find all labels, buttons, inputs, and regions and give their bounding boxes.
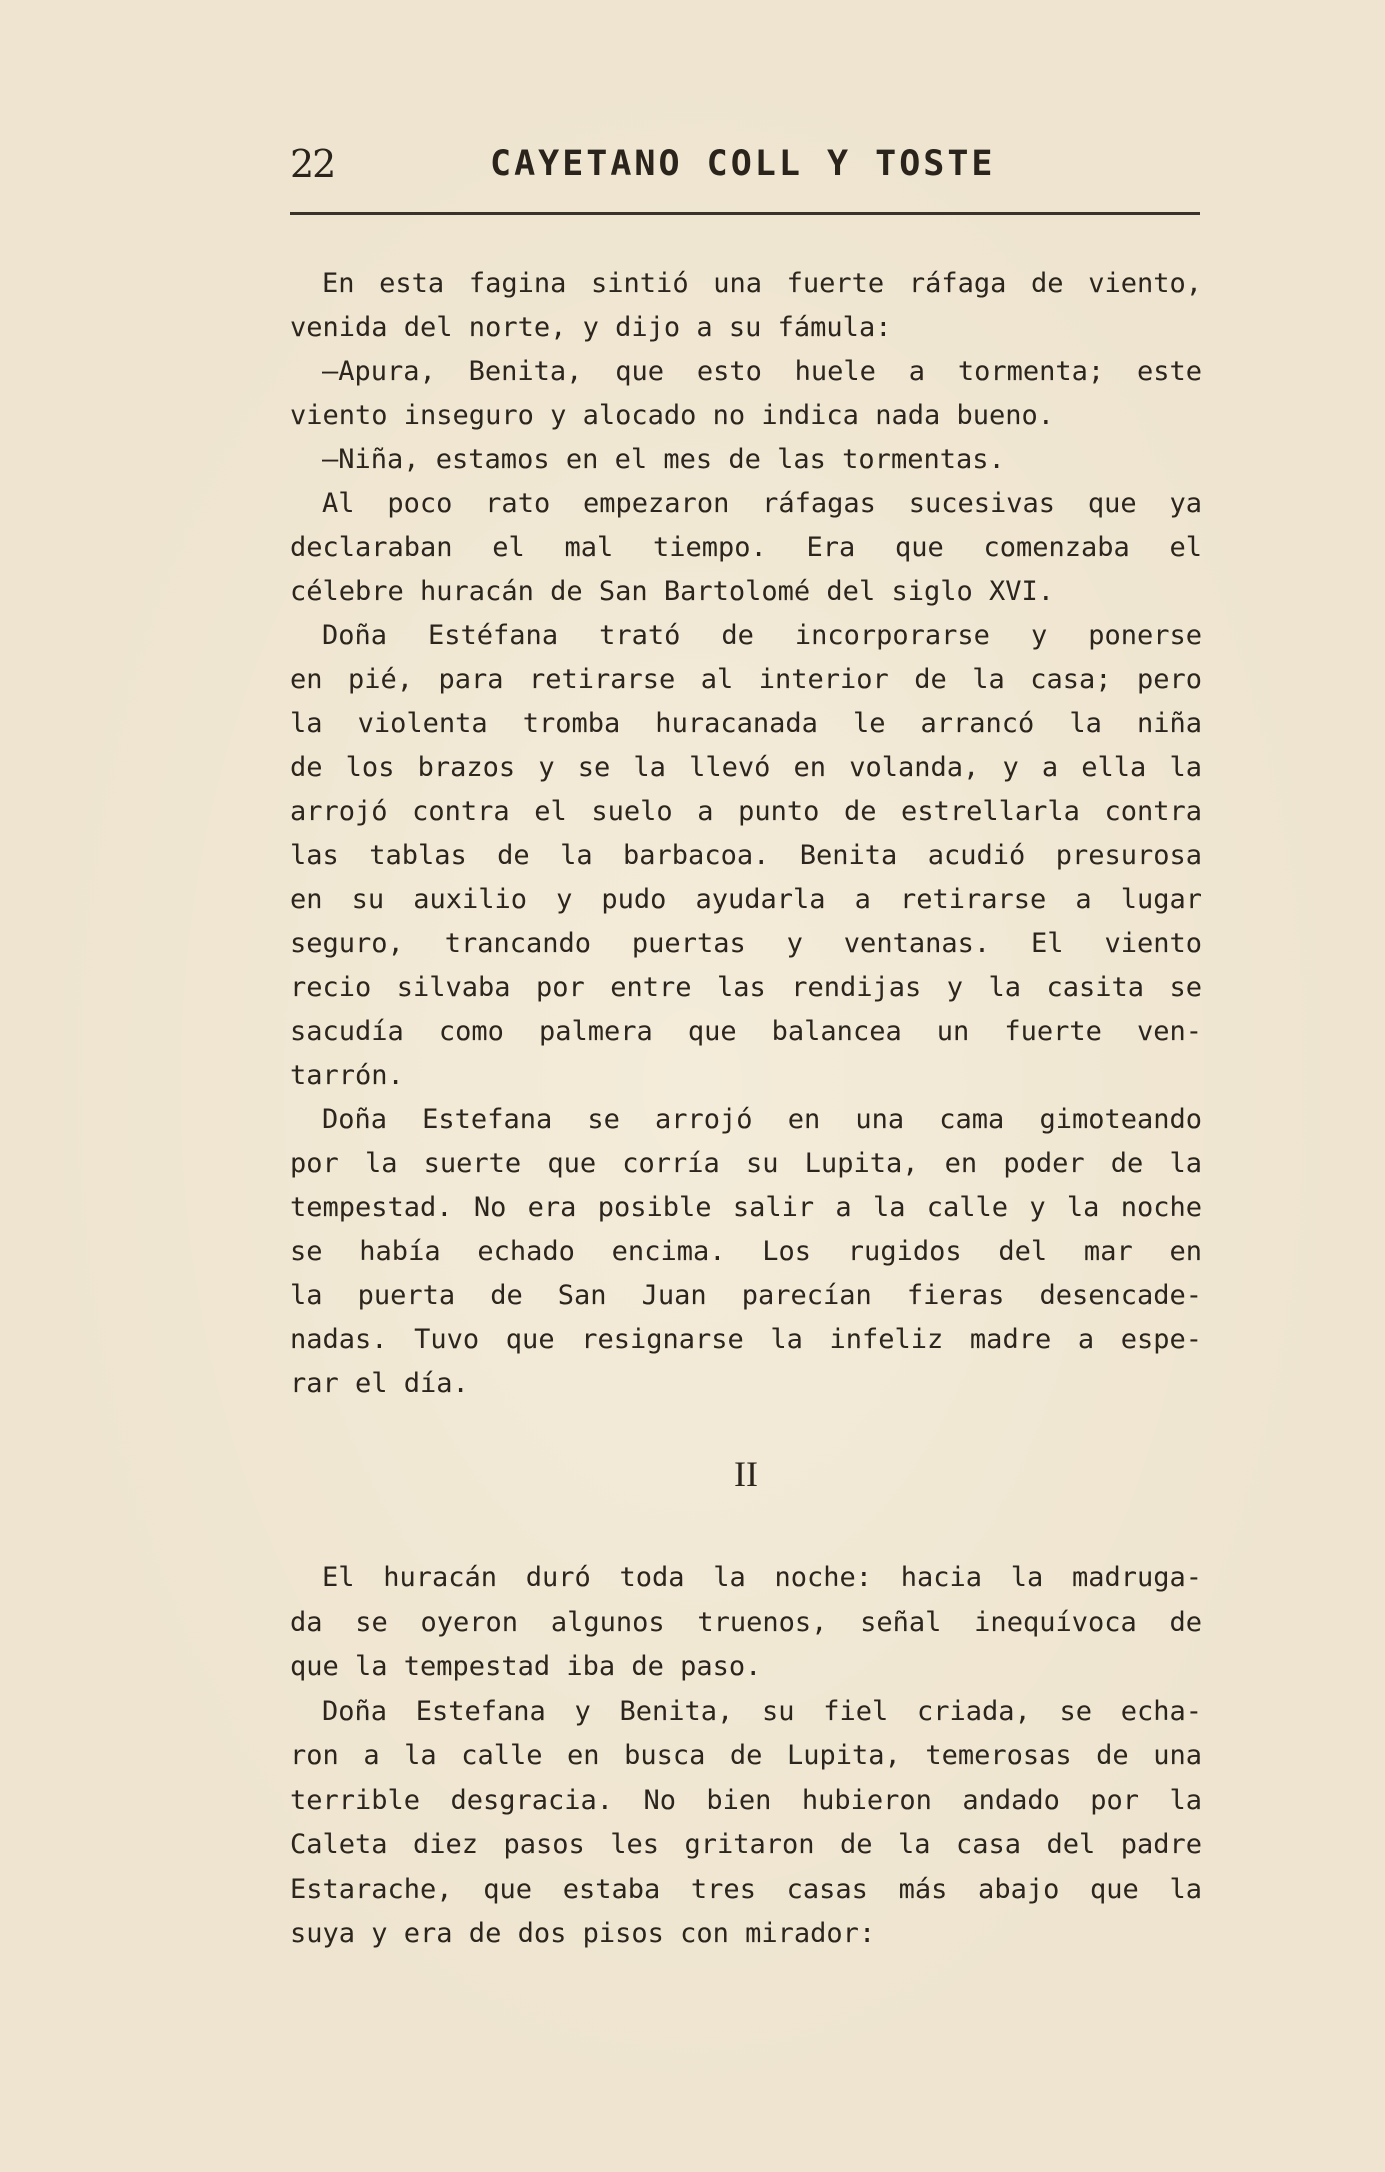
paragraph [290,614,1202,1098]
text-line: célebre huracán de San Bartolomé del siglo XVI. [290,576,1055,607]
text-line: Al poco rato empezaron ráfagas sucesivas que ya [322,488,1202,519]
text-block-top [290,262,1202,1496]
text-line: en pié, para retirarse al interior de la casa; pero [290,664,1202,695]
paragraph [290,1098,1202,1406]
text-line: Estarache, que estaba tres casas más abajo que la [290,1873,1202,1905]
text-line: —Niña, estamos en el mes de las tormentas. [322,444,1005,475]
paragraph [290,438,1202,482]
paragraph [290,1690,1202,1957]
text-line: Caleta diez pasos les gritaron de la casa del padre [290,1829,1202,1860]
text-line: en su auxilio y pudo ayudarla a retirarse a lugar [290,884,1202,915]
text-line: recio silvaba por entre las rendijas y la casita se [290,972,1202,1003]
text-line: de los brazos y se la llevó en volanda, y a ella la [290,752,1202,783]
text-line: suya y era de dos pisos con mirador: [290,1918,876,1949]
text-line: tempestad. No era posible salir a la calle y la noche [290,1192,1202,1223]
text-line: Doña Estefana y Benita, su fiel criada, se echa- [322,1695,1202,1727]
text-line: declaraban el mal tiempo. Era que comenzaba el [290,532,1202,563]
text-line: rar el día. [290,1368,469,1399]
text-line: las tablas de la barbacoa. Benita acudió presurosa [290,840,1202,871]
text-line: la violenta tromba huracanada le arrancó la niña [290,708,1202,739]
text-block-bottom [290,1556,1202,1957]
running-head: CAYETANO COLL Y TOSTE [490,144,996,184]
text-line: ron a la calle en busca de Lupita, temerosas de una [290,1740,1202,1771]
text-line: viento inseguro y alocado no indica nada bueno. [290,400,1055,431]
text-line: se había echado encima. Los rugidos del mar en [290,1236,1202,1267]
text-line: nadas. Tuvo que resignarse la infeliz madre a espe- [290,1324,1202,1355]
text-line: Doña Estefana se arrojó en una cama gimoteando [322,1104,1202,1135]
text-line: En esta fagina sintió una fuerte ráfaga de viento, [322,268,1202,299]
text-line: venida del norte, y dijo a su fámula: [290,312,892,343]
text-line: arrojó contra el suelo a punto de estrellarla contra [290,796,1202,827]
paragraph [290,350,1202,438]
text-line: seguro, trancando puertas y ventanas. El viento [290,928,1202,959]
text-line: sacudía como palmera que balancea un fuerte ven- [290,1016,1202,1047]
paragraph [290,482,1202,614]
section-heading: II [734,1454,758,1494]
text-line: que la tempestad iba de paso. [290,1651,762,1682]
text-line: El huracán duró toda la noche: hacia la madruga- [322,1562,1202,1593]
paragraph [290,1556,1202,1690]
header-rule [290,212,1200,215]
text-line: por la suerte que corría su Lupita, en poder de la [290,1148,1202,1179]
text-line: —Apura, Benita, que esto huele a tormenta; este [322,356,1202,387]
text-line: terrible desgracia. No bien hubieron andado por la [290,1784,1202,1816]
text-line: tarrón. [290,1060,404,1091]
page-number: 22 [290,142,335,186]
page-header [290,142,1200,192]
text-line: da se oyeron algunos truenos, señal inequívoca de [290,1606,1202,1638]
text-line: la puerta de San Juan parecían fieras desencade- [290,1280,1202,1311]
text-line: Doña Estéfana trató de incorporarse y ponerse [322,620,1202,651]
paragraph [290,262,1202,350]
